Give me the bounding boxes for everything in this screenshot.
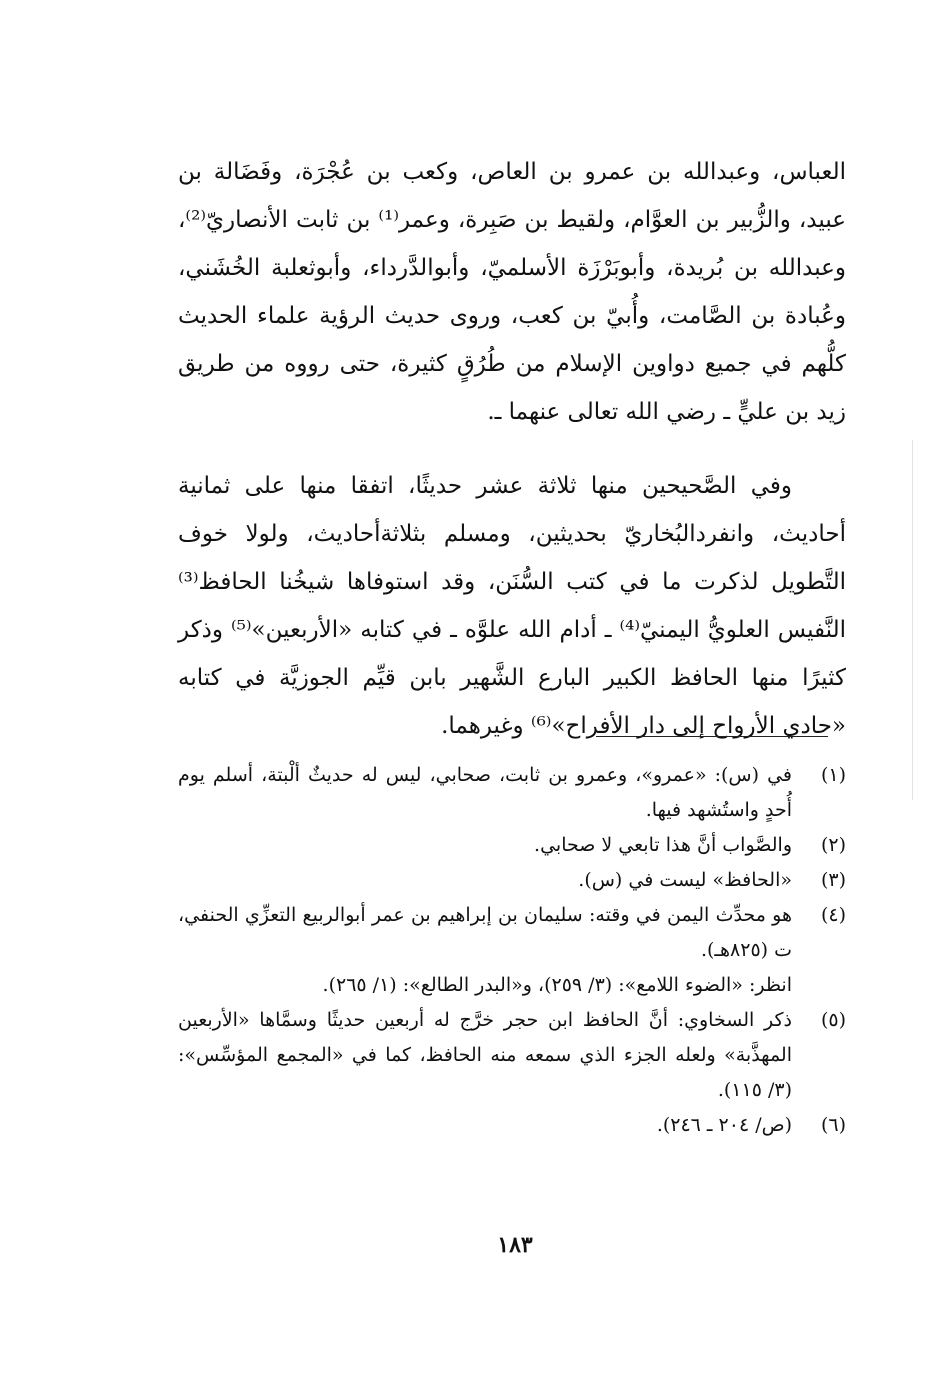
page-number: ١٨٣: [497, 1232, 533, 1258]
footnote-line: هو محدِّث اليمن في وقته: سليمان بن إبراهيم بن عمر أبوالربيع التعزِّي الحنفي، ت (٨٢٥هـ).: [178, 904, 792, 961]
paragraph-1: العباس، وعبدالله بن عمرو بن العاص، وكعب بن عُجْرَة، وفَضَالة بن عبيد، والزُّبير بن العوَّام، ولقيط بن صَبِرة، وعمر⁽¹⁾ بن ثابت الأنصاريّ⁽²⁾، وعبدالله بن بُريدة، وأبوبَرْزَة الأسلميّ، وأبوالدَّرداء، وأبوثعلبة الخُشَني، وعُبادة بن الصَّامت، وأُبيّ بن كعب، وروى حديث الرؤية علماء الحديث كلُّهم في جميع دواوين الإسلام من طُرُقٍ كثيرة، حتى رووه من طريق زيد بن عليٍّ ـ رضي الله تعالى عنهما ـ.: [178, 159, 846, 425]
footnote-text: [178, 898, 792, 1003]
footnote-number: (٤): [820, 904, 846, 926]
footnote-line: والصَّواب أنَّ هذا تابعي لا صحابي.: [534, 834, 792, 856]
footnote-3: [178, 863, 846, 898]
footnotes: [178, 758, 846, 1143]
footnote-number: (٦): [820, 1114, 846, 1136]
footnote-line: ذكر السخاوي: أنَّ الحافظ ابن حجر خرَّج له أربعين حديثًا وسمَّاها «الأربعين المهذَّبة» ولعله الجزء الذي سمعه منه الحافظ، كما في «المجمع المؤسِّس»: (٣/ ١١٥).: [178, 1009, 792, 1101]
footnote-1: [178, 758, 846, 828]
footnote-number: (١): [820, 764, 846, 786]
footnote-text: [178, 863, 792, 898]
scan-edge-mark: [912, 440, 913, 800]
footnote-2: [178, 828, 846, 863]
footnote-5: [178, 1003, 846, 1108]
footnote-4: [178, 898, 846, 1003]
footnote-separator: [596, 736, 828, 737]
paragraph-2: وفي الصَّحيحين منها ثلاثة عشر حديثًا، اتفقا منها على ثمانية أحاديث، وانفردالبُخاريّ بحديثين، ومسلم بثلاثةأحاديث، ولولا خوف التَّطويل لذكرت ما في كتب السُّنَن، وقد استوفاها شيخُنا الحافظ⁽³⁾ النَّفيس العلويُّ اليمنيّ⁽⁴⁾ ـ أدام الله علوَّه ـ في كتابه «الأربعين»⁽⁵⁾ وذكر كثيرًا منها الحافظ الكبير البارع الشَّهير بابن قيِّم الجوزيَّة في كتابه «حادي الأرواح إلى دار الأفراح»⁽⁶⁾ وغيرهما.: [178, 473, 847, 739]
footnote-6: [178, 1108, 846, 1143]
footnote-reference-line: انظر: «الضوء اللامع»: (٣/ ٢٥٩)، و«البدر الطالع»: (١/ ٢٦٥).: [322, 974, 792, 996]
footnote-number: (٥): [820, 1009, 846, 1031]
footnote-number: (٣): [820, 869, 846, 891]
footnote-line: «الحافظ» ليست في (س).: [578, 869, 792, 891]
footnote-text: [178, 1003, 792, 1108]
footnote-text: [178, 758, 792, 828]
footnote-number: (٢): [820, 834, 846, 856]
footnote-text: [178, 828, 792, 863]
footnote-text: [178, 1108, 792, 1143]
footnote-line: (ص/ ٢٠٤ ـ ٢٤٦).: [656, 1114, 792, 1136]
main-text: [178, 148, 846, 750]
footnote-line: في (س): «عمرو»، وعمرو بن ثابت، صحابي، ليس له حديثٌ ألْبتة، أسلم يوم أُحدٍ واستُشهد فيها.: [178, 764, 792, 821]
